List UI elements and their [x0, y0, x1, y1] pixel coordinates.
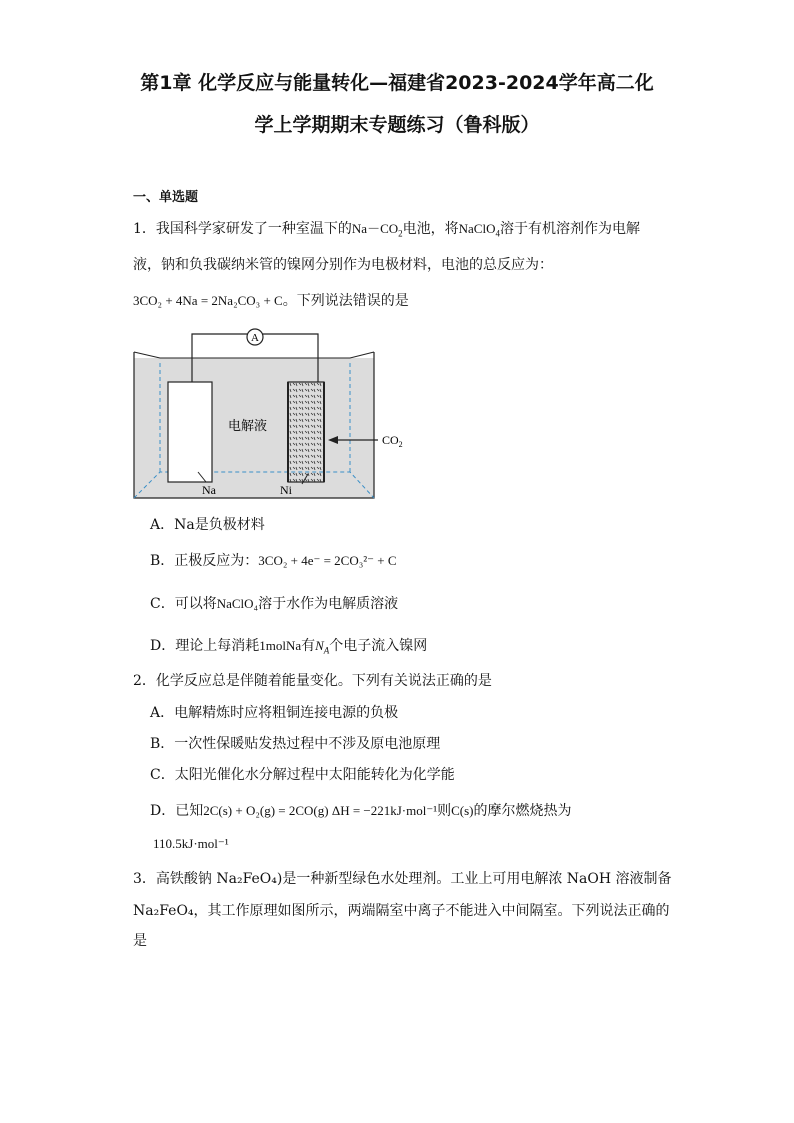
- q3-stem-line-3: 是: [133, 933, 147, 949]
- cell-diagram: [130, 322, 420, 502]
- q2-option-d-tail: 的摩尔燃烧热为: [473, 803, 572, 819]
- q1-option-b[interactable]: [150, 550, 397, 570]
- q2-option-c[interactable]: C．太阳光催化水分解过程中太阳能转化为化学能: [150, 767, 455, 783]
- co2-label: $CO_2$: [382, 433, 403, 449]
- q3-stem-line-1: 3．高铁酸钠 Na₂FeO₄)是一种新型绿色水处理剂。工业上可用电解浓 NaOH 溶液制备: [133, 871, 672, 887]
- q1-equation: 3CO₂ + 4Na = 2Na₂CO₃ + C: [133, 293, 283, 308]
- q1-stem-line-3: [133, 290, 409, 310]
- title-line-2: 学上学期期末专题练习（鲁科版）: [254, 114, 540, 136]
- q2-option-d-formula2: C(s): [451, 803, 474, 818]
- title-line-1: 第1章 化学反应与能量转化—福建省2023-2024学年高二化: [140, 72, 654, 94]
- q1-option-c-tail: 溶于水作为电解质溶液: [258, 596, 399, 612]
- q1-option-b-label: B．正极反应为：: [150, 553, 259, 569]
- na-label: Na: [202, 483, 216, 497]
- q1-option-c-formula: NaClO₄: [216, 596, 259, 611]
- q1-option-d-label: D．理论上每消耗: [150, 638, 260, 654]
- q1-formula-na-co2: $Na-CO_2$: [351, 221, 403, 239]
- q2-d-value: 110.5kJ·mol⁻¹: [153, 836, 229, 851]
- q1-text-c: 溶于有机溶剂作为电解: [499, 221, 640, 237]
- q1-option-a[interactable]: A．Na是负极材料: [150, 517, 265, 533]
- q1-text-a: 1．我国科学家研发了一种室温下的: [133, 221, 352, 237]
- ni-label: Ni: [280, 483, 292, 497]
- q1-option-d-na: $N_A$: [315, 638, 330, 656]
- na-electrode: [168, 382, 212, 482]
- q1-option-b-formula: 3CO₂ + 4e⁻ = 2CO₃²⁻ + C: [258, 553, 397, 568]
- q1-stem-line-2: 液，钠和负我碳纳米管的镍网分别作为电极材料，电池的总反应为：: [133, 257, 553, 273]
- q2-option-d-label: D．已知: [150, 803, 204, 819]
- q1-stem-tail: 。下列说法错误的是: [282, 293, 409, 309]
- q3-stem-line-2: Na₂FeO₄，其工作原理如图所示，两端隔室中离子不能进入中间隔室。下列说法正确的: [133, 903, 670, 919]
- ammeter-label: A: [251, 332, 259, 344]
- q1-option-d-formula: 1molNa: [259, 638, 302, 653]
- q2-option-d-continued: [153, 836, 229, 852]
- q2-stem: 2．化学反应总是伴随着能量变化。下列有关说法正确的是: [133, 673, 492, 689]
- electrolyte-label: 电解液: [228, 419, 268, 434]
- section-heading: 一、单选题: [133, 190, 199, 205]
- q1-option-c[interactable]: [150, 593, 398, 613]
- q1-text-b: 电池，将: [402, 221, 459, 237]
- q1-stem-line-1: [133, 218, 640, 239]
- q1-option-d-tail: 个电子流入镍网: [329, 638, 428, 654]
- q1-option-c-label: C．可以将: [150, 596, 217, 612]
- q1-formula-naclo4: NaClO$_4$: [458, 221, 500, 239]
- ni-electrode: [288, 382, 324, 482]
- q2-option-a[interactable]: A．电解精炼时应将粗铜连接电源的负极: [150, 705, 399, 721]
- q2-option-d[interactable]: [150, 800, 572, 820]
- q1-option-d-mid: 有: [301, 638, 316, 654]
- q1-option-d[interactable]: [150, 635, 427, 656]
- q2-option-d-formula: 2C(s) + O₂(g) = 2CO(g) ΔH = −221kJ·mol⁻¹: [203, 803, 438, 818]
- q2-option-b[interactable]: B．一次性保暖贴发热过程中不涉及原电池原理: [150, 736, 441, 752]
- container-rim: [134, 352, 374, 358]
- q2-option-d-mid: 则: [437, 803, 452, 819]
